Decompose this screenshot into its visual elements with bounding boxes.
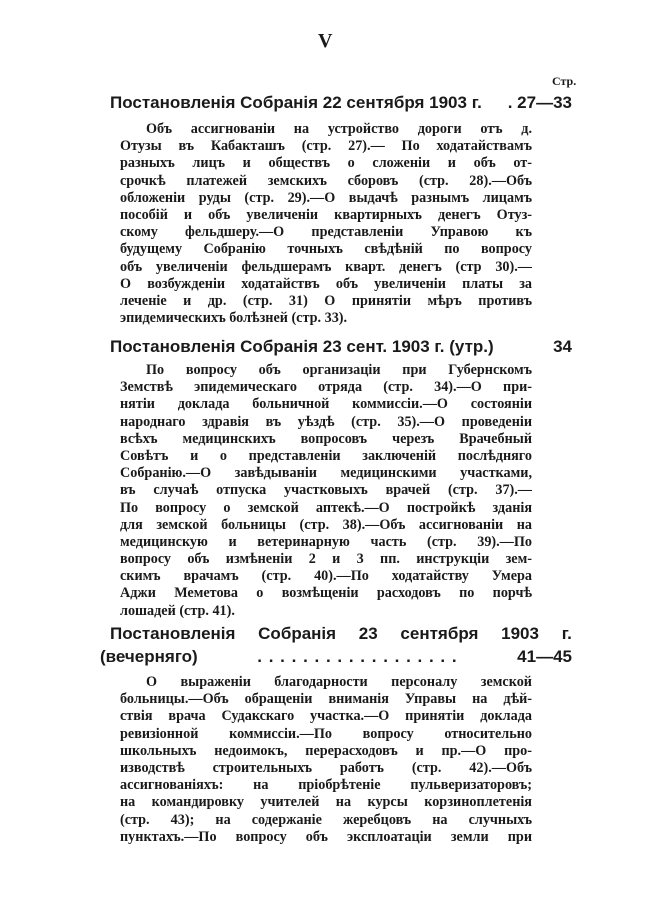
section-3-heading <box>110 624 572 644</box>
summary-line: ствія врача Судакскаго участка.—О принятіи доклада <box>120 708 532 725</box>
summary-line: нятіи доклада больничной коммиссіи.—О состояніи <box>120 396 532 413</box>
summary-line: скимъ врачамъ (стр. 40).—По ходатайству Умера <box>120 568 532 585</box>
section-2-heading <box>110 337 572 357</box>
summary-line: больницы.—Объ обращеніи вниманія Управы на дѣй- <box>120 691 532 708</box>
summary-line: О выраженіи благодарности персоналу земской <box>146 674 532 690</box>
page-number: V <box>318 30 333 52</box>
section-heading-title: Постановленія Собранія 22 сентября 1903 г. <box>110 93 482 112</box>
summary-line: объ увеличеніи фельдшерамъ кварт. денегъ (стр 30).— <box>120 258 532 275</box>
summary-line: скому фельдшеру.—О представленіи Управою къ <box>120 224 532 241</box>
dot-leader: . . . . . . . . . . . . . . . . . . <box>257 647 458 666</box>
section-3-heading-line2 <box>100 647 572 667</box>
summary-line: леченіе и др. (стр. 31) О принятіи мѣръ противъ <box>120 292 532 309</box>
summary-line: народнаго здравія въ уѣздѣ (стр. 35).—О проведеніи <box>120 413 532 430</box>
section-heading-pages: . 27—33 <box>507 93 572 112</box>
summary-line: (стр. 43); на содержаніе жеребцовъ на случныхъ <box>120 811 532 828</box>
section-1-heading <box>110 93 572 113</box>
section-heading-subtitle: (вечерняго) <box>100 647 198 666</box>
summary-line: медицинскую и ветеринарную часть (стр. 39).—По <box>120 533 532 550</box>
summary-line: По вопросу объ организаціи при Губернскомъ <box>146 362 532 378</box>
summary-line: обложеніи руды (стр. 29).—О выдачѣ разнымъ лицамъ <box>120 189 532 206</box>
summary-line: Отузы въ Кабакташъ (стр. 27).— По ходатайствамъ <box>120 138 532 155</box>
section-heading-title: Постановленія Собранія 23 сент. 1903 г. (утр.) <box>110 337 494 356</box>
summary-line: лошадей (стр. 41). <box>120 602 235 619</box>
summary-line: эпидемическихъ болѣзней (стр. 33). <box>120 310 348 327</box>
section-2-summary <box>120 362 532 620</box>
summary-line: О возбужденіи ходатайствъ объ увеличеніи платы за <box>120 275 532 292</box>
summary-line: всѣхъ медицинскихъ вопросовъ черезъ Врачебный <box>120 430 532 447</box>
summary-line: Земствѣ эпидемическаго отряда (стр. 34).—О при- <box>120 379 532 396</box>
section-1-summary <box>120 121 532 327</box>
summary-line: пособій и объ увеличеніи квартирныхъ денегъ Отуз- <box>120 206 532 223</box>
summary-line: Аджи Меметова о возмѣщеніи расходовъ по порчѣ <box>120 585 532 602</box>
summary-line: Собранію.—О завѣдываніи медицинскими участками, <box>120 465 532 482</box>
summary-line: на командировку учителей на курсы корзиноплетенія <box>120 794 532 811</box>
section-heading-pages: 34 <box>553 337 572 356</box>
summary-line: срочкѣ платежей земскихъ сборовъ (стр. 28).—Объ <box>120 172 532 189</box>
summary-line: По вопросу о земской аптекѣ.—О постройкѣ зданія <box>120 499 532 516</box>
summary-line: будущему Собранію точныхъ свѣдѣній по вопросу <box>120 241 532 258</box>
summary-line: Объ ассигнованіи на устройство дороги отъ д. <box>146 121 532 137</box>
section-heading-title: Постановленія Собранія 23 сентября 1903 г. <box>110 624 572 643</box>
pages-column-label: Стр. <box>552 74 577 88</box>
section-heading-pages: 41—45 <box>517 647 572 666</box>
summary-line: ревизіонной коммиссіи.—По вопросу относительно <box>120 725 532 742</box>
summary-line: Совѣтъ и о представленіи заключеній послѣдняго <box>120 447 532 464</box>
summary-line: школьныхъ недоимокъ, перерасходовъ и пр.—О про- <box>120 742 532 759</box>
summary-line: вопросу объ измѣненіи 2 и 3 пп. инструкціи зем- <box>120 551 532 568</box>
section-3-summary <box>120 674 532 846</box>
summary-line: изводствѣ строительныхъ работъ (стр. 42).—Объ <box>120 759 532 776</box>
summary-line: для земской больницы (стр. 38).—Объ ассигнованіи на <box>120 516 532 533</box>
summary-line: въ случаѣ отпуска участковыхъ врачей (стр. 37).— <box>120 482 532 499</box>
summary-line: пунктахъ.—По вопросу объ эксплоатаціи земли при <box>120 828 532 845</box>
summary-line: ассигнованіяхъ: на пріобрѣтеніе пульверизаторовъ; <box>120 777 532 794</box>
summary-line: разныхъ лицъ и обществъ о сложеніи и объ от- <box>120 155 532 172</box>
